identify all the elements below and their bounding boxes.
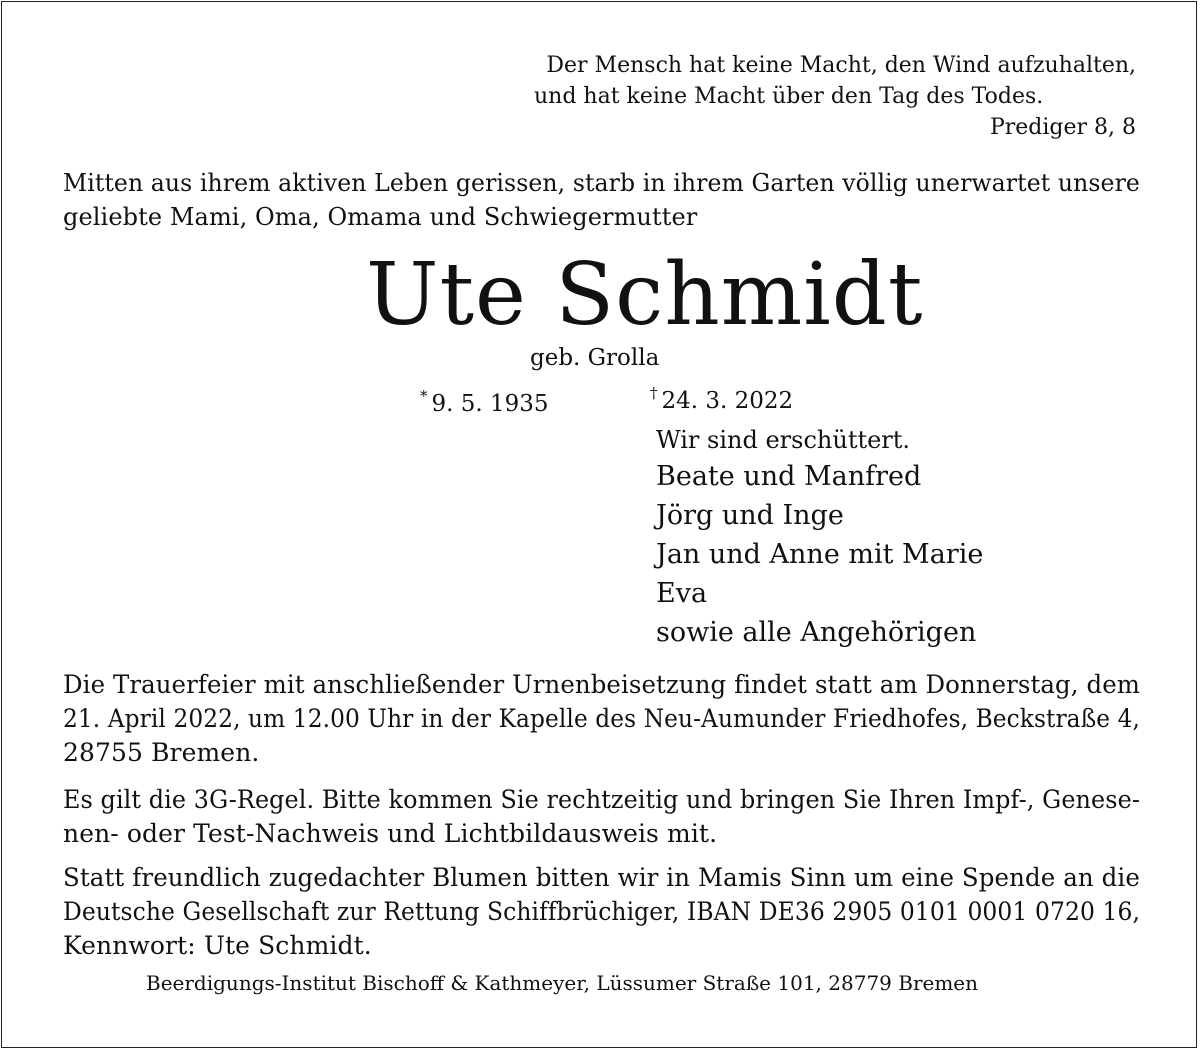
- covid-line-1: Es gilt die 3G-Regel. Bitte kommen Sie rechtzeitig und bringen Sie Ihren Impf-, Genese-: [63, 785, 1140, 814]
- intro-line-2: geliebte Mami, Oma, Omama und Schwiegermutter: [63, 203, 698, 231]
- undertaker-line: Beerdigungs-Institut Bischoff & Kathmeyer, Lüssumer Straße 101, 28779 Bremen: [146, 971, 979, 995]
- donation-line-2: Deutsche Gesellschaft zur Rettung Schiffbrüchiger, IBAN DE36 2905 0101 0001 0720 16,: [63, 897, 1141, 926]
- ceremony-line-2: 21. April 2022, um 12.00 Uhr in der Kapelle des Neu-Aumunder Friedhofes, Beckstraße 4,: [63, 704, 1141, 733]
- death-symbol: †: [650, 384, 658, 402]
- covid-line-2: nen- oder Test-Nachweis und Lichtbildausweis mit.: [63, 819, 718, 848]
- intro-line-1: Mitten aus ihrem aktiven Leben gerissen, starb in ihrem Garten völlig unerwartet unsere: [63, 169, 1140, 197]
- mourner-name: Jörg und Inge: [656, 500, 844, 531]
- mourner-name: sowie alle Angehörigen: [656, 617, 977, 648]
- mourner-name: Eva: [656, 578, 708, 609]
- donation-line-3: Kennwort: Ute Schmidt.: [63, 931, 372, 960]
- birth-date-block: [420, 381, 549, 419]
- mourner-name: Jan und Anne mit Marie: [656, 539, 984, 570]
- ceremony-line-3: 28755 Bremen.: [63, 738, 260, 767]
- death-date-block: [650, 378, 793, 416]
- death-date: 24. 3. 2022: [661, 388, 794, 414]
- birth-date: 9. 5. 1935: [431, 391, 549, 417]
- maiden-name: geb. Grolla: [530, 345, 660, 371]
- motto-source: Prediger 8, 8: [989, 115, 1136, 140]
- mourner-name: Beate und Manfred: [656, 461, 922, 492]
- birth-symbol: *: [420, 387, 428, 405]
- ceremony-line-1: Die Trauerfeier mit anschließender Urnenbeisetzung findet statt am Donnerstag, dem: [63, 670, 1140, 699]
- donation-line-1: Statt freundlich zugedachter Blumen bitten wir in Mamis Sinn um eine Spende an die: [63, 863, 1140, 892]
- motto-line-2: und hat keine Macht über den Tag des Todes.: [534, 84, 1044, 109]
- motto-line-1: Der Mensch hat keine Macht, den Wind aufzuhalten,: [546, 53, 1136, 78]
- mourners-statement: Wir sind erschüttert.: [656, 426, 911, 454]
- deceased-name: Ute Schmidt: [366, 245, 924, 345]
